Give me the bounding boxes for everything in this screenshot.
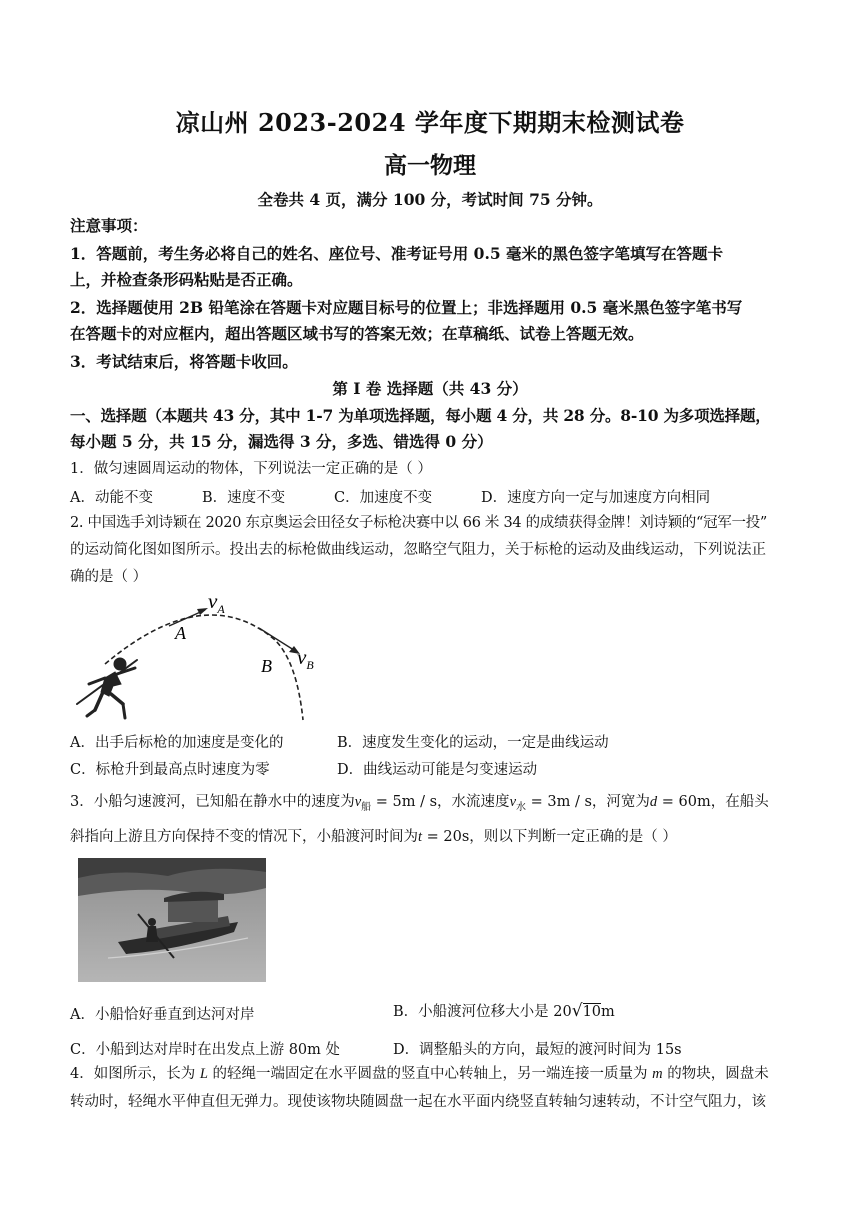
exam-info: 全卷共 4 页，满分 100 分，考试时间 75 分钟。: [257, 190, 603, 209]
q2-option-b: B．速度发生变化的运动，一定是曲线运动: [337, 735, 609, 751]
label-a: A: [175, 623, 186, 643]
section-title: 第 I 卷 选择题（共 43 分）: [332, 379, 528, 398]
text-run: = 20s，则以下判断一定正确的是（ ）: [422, 829, 677, 845]
text-run: B．小船渡河位移大小是 20: [393, 1004, 572, 1020]
question-2-line: 确的是（ ）: [70, 569, 148, 585]
velocity-vector-b: [259, 628, 297, 652]
text-run: = 3m / s，河宽为: [526, 794, 650, 810]
notice-line: 在答题卡的对应框内，超出答题区域书写的答案无效；在草稿纸、试卷上答题无效。: [70, 324, 644, 343]
sqrt-radicand: 10: [582, 1004, 602, 1020]
exam-title: 凉山州 2023-2024 学年度下期期末检测试卷: [175, 108, 685, 137]
text-run: 3．小船匀速渡河，已知船在静水中的速度为: [70, 794, 355, 810]
q1-option-c: C．加速度不变: [334, 490, 433, 506]
notice-line: 3．考试结束后，将答题卡收回。: [70, 352, 298, 371]
math-symbol: t: [418, 829, 423, 845]
math-symbol: L: [199, 1066, 208, 1082]
math-symbol: d: [649, 794, 658, 810]
question-2-line: 2. 中国选手刘诗颖在 2020 东京奥运会田径女子标枪决赛中以 66 米 34 的成绩获得金牌！刘诗颖的“冠军一投”: [70, 515, 768, 531]
q1-option-b: B．速度不变: [202, 490, 286, 506]
question-4-line: [70, 1064, 795, 1084]
notice-heading: 注意事项：: [70, 216, 148, 235]
label-b: B: [261, 656, 272, 676]
question-3-line: [70, 827, 795, 847]
label-v-b: $v_B$: [297, 645, 314, 672]
q2-option-a: A．出手后标枪的加速度是变化的: [70, 735, 284, 751]
javelin-diagram: [75, 592, 335, 724]
text-run: 的轻绳一端固定在水平圆盘的竖直中心转轴上，另一端连接一质量为: [207, 1066, 653, 1082]
text-run: m: [601, 1004, 615, 1020]
text-run: 4．如图所示，长为: [70, 1066, 200, 1082]
q2-option-c: C．标枪升到最高点时速度为零: [70, 762, 270, 778]
math-subscript: 船: [361, 801, 372, 813]
q1-option-a: A．动能不变: [70, 490, 153, 506]
notice-line: 1．答题前，考生务必将自己的姓名、座位号、准考证号用 0.5 毫米的黑色签字笔填写在答题卡: [70, 244, 724, 263]
text-run: 斜指向上游且方向保持不变的情况下，小船渡河时间为: [70, 829, 418, 845]
section-desc: 一、选择题（本题共 43 分，其中 1-7 为单项选择题，每小题 4 分，共 28 分。8-10 为多项选择题，: [70, 406, 771, 425]
label-v-a: $v_A$: [208, 592, 225, 616]
notice-line: 上，并检查条形码粘贴是否正确。: [70, 270, 303, 289]
question-2-line: 的运动简化图如图所示。投出去的标枪做曲线运动，忽略空气阻力，关于标枪的运动及曲线运动，下列说法正: [70, 542, 766, 558]
arrowhead-a: [197, 608, 208, 615]
math-symbol: v: [354, 794, 362, 810]
q2-option-d: D．曲线运动可能是匀变速运动: [337, 762, 538, 778]
q3-option-d: D．调整船头的方向，最短的渡河时间为 15s: [393, 1042, 682, 1058]
question-3-line: [70, 792, 795, 818]
text-run: 的物块，圆盘未: [662, 1066, 769, 1082]
sqrt-sign: √: [571, 1001, 583, 1021]
athlete-figure: [77, 658, 137, 718]
math-symbol: m: [652, 1066, 663, 1082]
math-subscript: 水: [516, 801, 526, 813]
notice-line: 2．选择题使用 2B 铅笔涂在答题卡对应题目标号的位置上；非选择题用 0.5 毫米黑色签字笔书写: [70, 298, 743, 317]
section-desc: 每小题 5 分，共 15 分，漏选得 3 分，多选、错选得 0 分）: [70, 432, 493, 451]
q3-option-a: A．小船恰好垂直到达河对岸: [70, 1007, 255, 1023]
text-run: = 60m，在船头: [657, 794, 769, 810]
question-1-stem: 1．做匀速圆周运动的物体，下列说法一定正确的是（ ）: [70, 461, 432, 477]
boat-photo: [78, 858, 266, 982]
q1-option-d: D．速度方向一定与加速度方向相同: [481, 490, 711, 506]
q3-option-c: C．小船到达对岸时在出发点上游 80m 处: [70, 1042, 341, 1058]
q3-option-b: [393, 1000, 615, 1021]
text-run: = 5m / s，水流速度: [371, 794, 510, 810]
math-symbol: v: [509, 794, 516, 810]
exam-subject: 高一物理: [384, 152, 476, 179]
question-4-line: 转动时，轻绳水平伸直但无弹力。现使该物块随圆盘一起在水平面内绕竖直转轴匀速转动，不计空气阻力，该: [70, 1094, 766, 1110]
